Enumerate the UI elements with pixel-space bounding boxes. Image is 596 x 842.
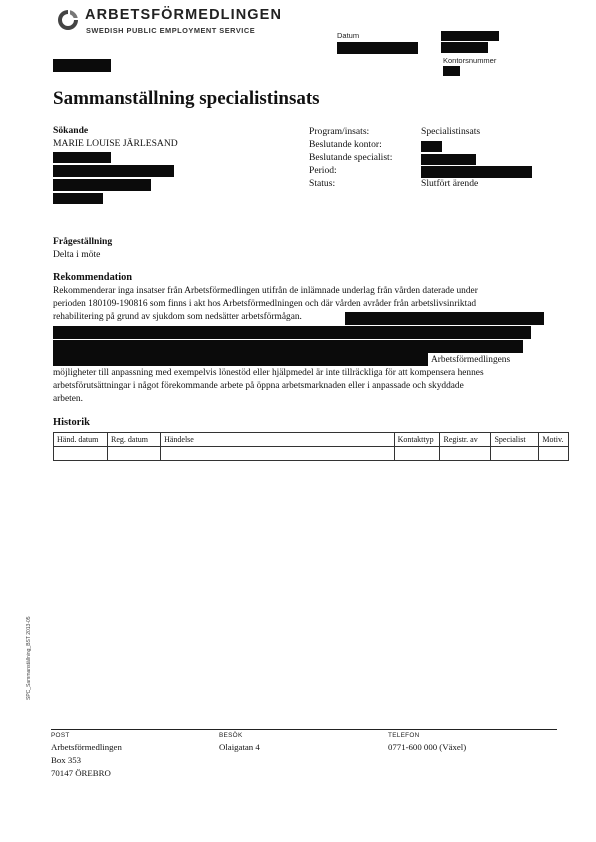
footer-visit-label: BESÖK (219, 732, 243, 739)
redacted-personal-number (53, 152, 111, 163)
table-cell (539, 447, 569, 461)
logo-wordmark: ARBETSFÖRMEDLINGEN (85, 7, 283, 23)
redacted-postal-address (53, 179, 151, 191)
table-cell (108, 447, 161, 461)
program-label: Program/insats: (309, 126, 370, 137)
applicant-name: MARIE LOUISE JÄRLESAND (53, 138, 178, 149)
column-contact-type: Kontakttyp (394, 433, 440, 447)
redacted-recommendation-2 (53, 326, 531, 339)
history-heading: Historik (53, 417, 90, 428)
redacted-recommendation-3 (53, 340, 523, 353)
question-heading: Frågeställning (53, 236, 113, 247)
redacted-office-number (443, 66, 460, 76)
footer-post-label: POST (51, 732, 70, 739)
redacted-phone (53, 193, 103, 204)
recommendation-line-1: Rekommenderar inga insatser från Arbetsförmedlingen utifrån de inlämnade underlag från vården daterade under (53, 286, 478, 296)
table-cell (394, 447, 440, 461)
footer-post-line-1: Arbetsförmedlingen (51, 742, 122, 752)
question-text: Delta i möte (53, 249, 101, 260)
recommendation-line-8: arbetsförutsättningar i något förekommande arbete på öppna arbetsmarknaden eller i anpassade och skyddade (53, 381, 464, 391)
history-header-row (54, 433, 569, 447)
footer-post-line-2: Box 353 (51, 755, 82, 765)
table-cell (54, 447, 108, 461)
table-cell (161, 447, 395, 461)
deciding-office-label: Beslutande kontor: (309, 139, 382, 150)
table-row (54, 447, 569, 461)
history-table (53, 432, 569, 461)
footer-divider (51, 729, 557, 730)
redacted-deciding-specialist (421, 154, 476, 165)
redacted-office-block (441, 31, 499, 41)
column-event: Händelse (161, 433, 395, 447)
recommendation-line-7: möjligheter till anpassning med exempelvis lönestöd eller hjälpmedel är inte tillräckliga för att kompensera hennes (53, 368, 484, 378)
column-registered-by: Registr. av (440, 433, 491, 447)
footer-visit-address: Olaigatan 4 (219, 742, 260, 752)
column-event-date: Händ. datum (54, 433, 108, 447)
column-registration-date: Reg. datum (108, 433, 161, 447)
redacted-deciding-office (421, 141, 442, 152)
date-label: Datum (337, 31, 360, 40)
page-title: Sammanställning specialistinsats (53, 88, 320, 109)
table-cell (440, 447, 491, 461)
footer-phone-number: 0771-600 000 (Växel) (388, 742, 467, 752)
footer-phone-label: TELEFON (388, 732, 420, 739)
redacted-date (337, 42, 418, 54)
recommendation-line-6-end: Arbetsförmedlingens (431, 355, 511, 365)
arbetsformedlingen-logo-icon (57, 9, 79, 31)
deciding-specialist-label: Beslutande specialist: (309, 152, 393, 163)
recommendation-line-9: arbeten. (53, 394, 83, 404)
column-motive: Motiv. (539, 433, 569, 447)
form-code: SPC_Sammanställning_BST 2013-05 (26, 616, 32, 700)
table-cell (491, 447, 539, 461)
redacted-office-block-2 (441, 42, 488, 53)
recommendation-line-2: perioden 180109-190816 som finns i akt hos Arbetsförmedlningen och där vården avråder från arbetslivsinriktad (53, 299, 477, 309)
status-label: Status: (309, 178, 336, 189)
redacted-address (53, 165, 174, 177)
footer-post-line-3: 70147 ÖREBRO (51, 768, 111, 778)
program-value: Specialistinsats (421, 126, 481, 137)
column-specialist: Specialist (491, 433, 539, 447)
redacted-period (421, 166, 532, 178)
status-value: Slutfört ärende (421, 178, 479, 189)
redacted-reference (53, 59, 111, 72)
applicant-heading: Sökande (53, 125, 89, 136)
office-number-label: Kontorsnummer (443, 56, 497, 65)
logo-subtitle: SWEDISH PUBLIC EMPLOYMENT SERVICE (86, 26, 256, 35)
period-label: Period: (309, 165, 337, 176)
redacted-recommendation-1 (345, 312, 544, 325)
recommendation-line-3: rehabilitering på grund av sjukdom som nedsätter arbetsförmågan. (53, 312, 302, 322)
redacted-recommendation-4 (53, 353, 428, 366)
recommendation-heading: Rekommendation (53, 272, 133, 283)
